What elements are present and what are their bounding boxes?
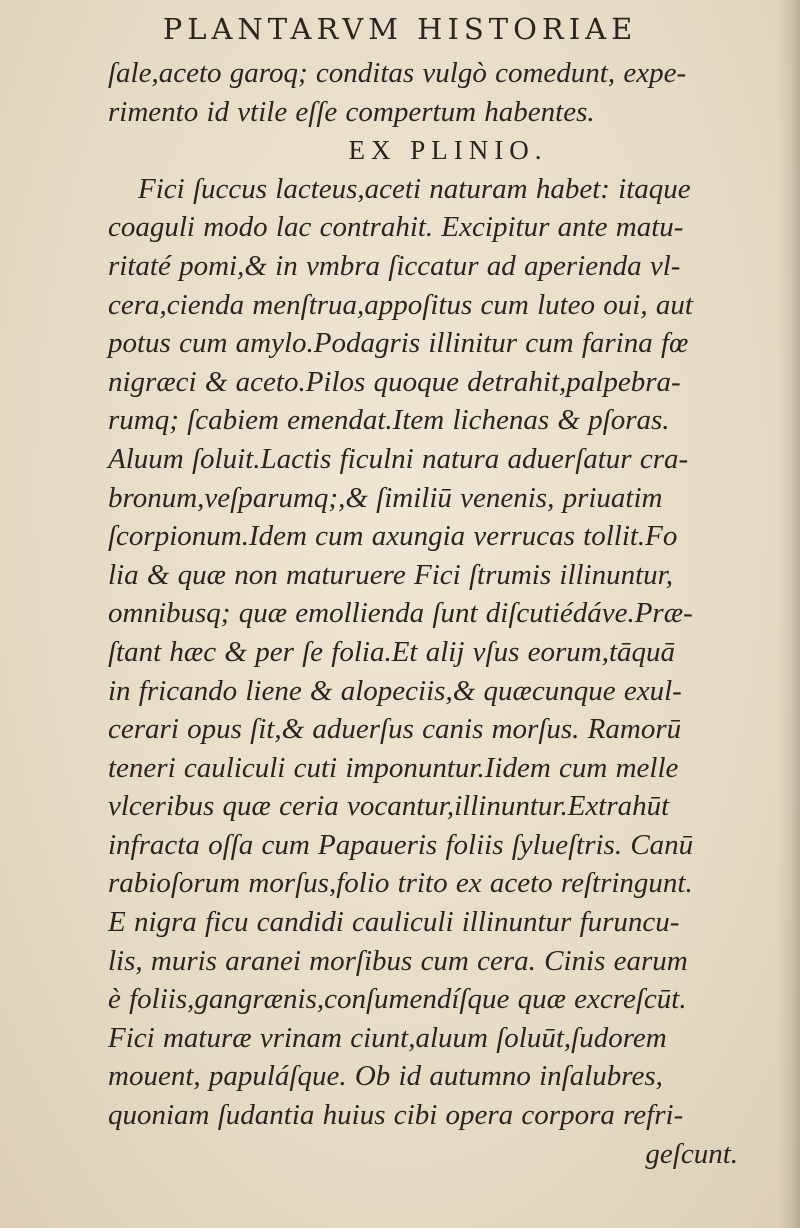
text-line: vlceribus quæ ceria vocantur,illinuntur.Extrahūt: [108, 790, 670, 823]
text-line: bronum,veſparumq;,& ſimiliū venenis, priuatim: [108, 481, 663, 514]
text-line: rimento id vtile eſſe compertum habentes.: [108, 95, 595, 128]
text-block: [108, 54, 768, 1173]
text-line: omnibusq; quæ emollienda ſunt diſcutiédáve.Præ-: [108, 597, 693, 630]
text-line: Fici ſuccus lacteus,aceti naturam habet: itaque: [138, 172, 691, 205]
text-line: rumq; ſcabiem emendat.Item lichenas & pſoras.: [108, 404, 670, 437]
text-line: Fici maturæ vrinam ciunt,aluum ſoluūt,ſudorem: [108, 1021, 667, 1054]
text-line: cera,cienda menſtrua,appoſitus cum luteo oui, aut: [108, 288, 693, 321]
text-line-catchword: geſcunt.: [645, 1137, 738, 1170]
text-line: teneri cauliculi cuti imponuntur.Iidem cum melle: [108, 751, 679, 784]
text-line: ritaté pomi,& in vmbra ſiccatur ad aperienda vl-: [108, 249, 681, 282]
text-line: infracta oſſa cum Papaueris foliis ſylueſtris. Canū: [108, 828, 694, 861]
text-line: ſale,aceto garoq; conditas vulgò comedunt, expe-: [108, 57, 687, 89]
text-line: potus cum amylo.Podagris illinitur cum farina fœ: [108, 327, 689, 360]
text-line: E nigra ficu candidi cauliculi illinuntur furuncu-: [108, 906, 680, 939]
running-head: PLANTARVM HISTORIAE: [162, 12, 638, 46]
text-line: lia & quæ non maturuere Fici ſtrumis illinuntur,: [108, 558, 673, 591]
text-line: mouent, papuláſque. Ob id autumno inſalubres,: [108, 1060, 663, 1093]
text-line: Aluum ſoluit.Lactis ficulni natura aduerſatur cra-: [108, 442, 689, 475]
text-line: in fricando liene & alopeciis,& quæcunque exul-: [108, 674, 682, 707]
text-line: ſcorpionum.Idem cum axungia verrucas tollit.Fo: [108, 520, 678, 553]
page-gutter-shadow: [778, 0, 800, 1228]
text-line: nigræci & aceto.Pilos quoque detrahit,palpebra-: [108, 365, 681, 398]
text-line: lis, muris aranei morſibus cum cera. Cinis earum: [108, 944, 688, 977]
text-line: è foliis,gangrænis,conſumendíſque quæ excreſcūt.: [108, 983, 687, 1016]
text-line: coaguli modo lac contrahit. Excipitur ante matu-: [108, 211, 684, 244]
text-line: rabioſorum morſus,folio trito ex aceto reſtringunt.: [108, 867, 693, 900]
text-line: quoniam ſudantia huius cibi opera corpora refri-: [108, 1099, 684, 1132]
section-heading: EX PLINIO.: [348, 135, 548, 166]
text-line: ſtant hæc & per ſe folia.Et alij vſus eorum,tāquā: [108, 635, 676, 668]
text-line: cerari opus ſit,& aduerſus canis morſus. Ramorū: [108, 713, 682, 746]
